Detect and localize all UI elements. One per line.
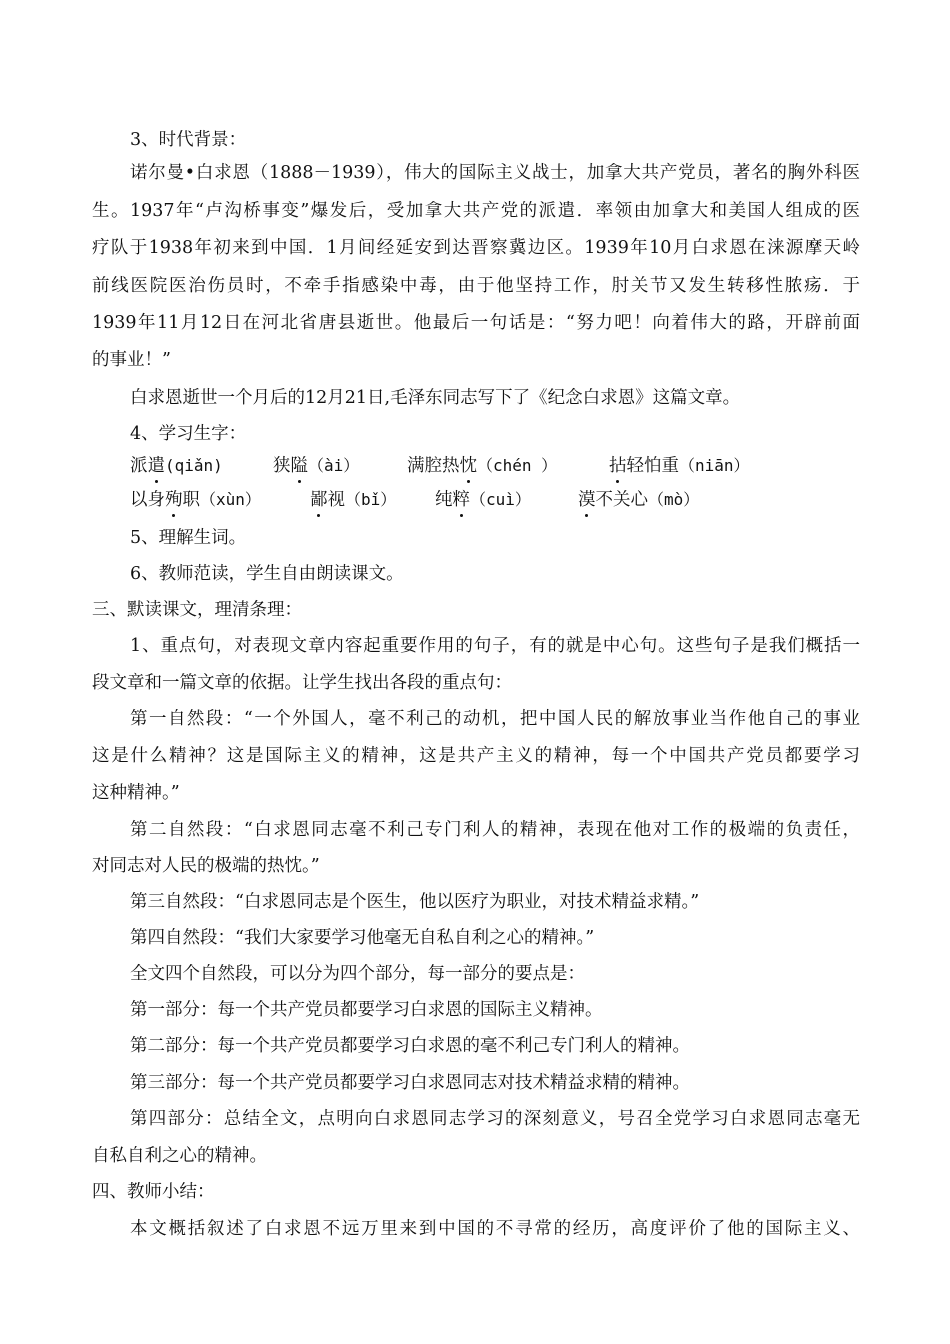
paragraph1-line-3: 这种精神。” bbox=[92, 783, 180, 803]
part3-line: 第三部分：每一个共产党员都要学习白求恩同志对技术精益求精的精神。 bbox=[130, 1073, 690, 1093]
vocab-row-1 bbox=[130, 454, 830, 482]
point1-line-1: 1、重点句，对表现文章内容起重要作用的句子，有的就是中心句。这些句子是我们概括一 bbox=[130, 636, 860, 656]
bio-line-6: 的事业！” bbox=[92, 350, 171, 370]
bio-line-4: 前线医院医治伤员时，不牵手指感染中毒，由于他坚持工作，肘关节又发生转移性脓疡．于 bbox=[92, 276, 860, 296]
vocab-item: 以身殉职（xùn） bbox=[130, 490, 261, 510]
vocab-item: 派遣(qiǎn) bbox=[130, 456, 223, 476]
paragraph1-line-1: 第一自然段：“一个外国人，毫不利己的动机，把中国人民的解放事业当作他自己的事业 bbox=[130, 709, 860, 729]
bio-line-1: 诺尔曼•白求恩（1888－1939），伟大的国际主义战士，加拿大共产党员，著名的胸外科医 bbox=[130, 163, 860, 183]
vocab-item: 狭隘（ài） bbox=[273, 456, 360, 476]
part1-line: 第一部分：每一个共产党员都要学习白求恩的国际主义精神。 bbox=[130, 1000, 603, 1020]
paragraph1-line-2: 这是什么精神？这是国际主义的精神，这是共产主义的精神，每一个中国共产党员都要学习 bbox=[92, 746, 860, 766]
bio-line-3: 疗队于1938年初来到中国．1月间经延安到达晋察冀边区。1939年10月白求恩在涞源摩天岭 bbox=[92, 238, 860, 258]
mao-paragraph: 白求恩逝世一个月后的12月21日,毛泽东同志写下了《纪念白求恩》这篇文章。 bbox=[130, 388, 741, 408]
vocab-item: 漠不关心（mò） bbox=[578, 490, 700, 510]
vocab-item: 纯粹（cuì） bbox=[435, 490, 531, 510]
section-item-6: 6、教师范读，学生自由朗读课文。 bbox=[130, 564, 404, 584]
part-heading-3: 三、默读课文，理清条理： bbox=[92, 600, 302, 620]
vocab-item: 满腔热忱（chén ） bbox=[407, 456, 558, 476]
bio-line-5: 1939年11月12日在河北省唐县逝世。他最后一句话是：“努力吧！向着伟大的路，开辟前面 bbox=[92, 313, 860, 333]
vocab-row-2 bbox=[130, 488, 830, 516]
part-heading-4: 四、教师小结： bbox=[92, 1182, 215, 1202]
paragraph4-line: 第四自然段：“我们大家要学习他毫无自私自利之心的精神。” bbox=[130, 928, 595, 948]
vocab-item: 拈轻怕重（niān） bbox=[609, 456, 750, 476]
section-heading-3: 3、时代背景： bbox=[130, 130, 247, 150]
point1-line-2: 段文章和一篇文章的依据。让学生找出各段的重点句： bbox=[92, 673, 512, 693]
paragraph2-line-1: 第二自然段：“白求恩同志毫不利己专门利人的精神，表现在他对工作的极端的负责任， bbox=[130, 820, 860, 840]
paragraph3-line: 第三自然段：“白求恩同志是个医生，他以医疗为职业，对技术精益求精。” bbox=[130, 892, 700, 912]
vocab-item: 鄙视（bǐ） bbox=[310, 490, 397, 510]
section-item-5: 5、理解生词。 bbox=[130, 528, 247, 548]
paragraph2-line-2: 对同志对人民的极端的热忱。” bbox=[92, 856, 320, 876]
summary-line: 全文四个自然段，可以分为四个部分，每一部分的要点是： bbox=[130, 964, 585, 984]
part4-line-2: 自私自利之心的精神。 bbox=[92, 1146, 267, 1166]
part4-line-1: 第四部分：总结全文，点明向白求恩同志学习的深刻意义，号召全党学习白求恩同志毫无 bbox=[130, 1109, 860, 1129]
section-heading-4: 4、学习生字： bbox=[130, 424, 247, 444]
conclusion-line: 本文概括叙述了白求恩不远万里来到中国的不寻常的经历，高度评价了他的国际主义、 bbox=[130, 1219, 860, 1239]
bio-line-2: 生。1937年“卢沟桥事变”爆发后，受加拿大共产党的派遣．率领由加拿大和美国人组成的医 bbox=[92, 201, 860, 221]
part2-line: 第二部分：每一个共产党员都要学习白求恩的毫不利己专门利人的精神。 bbox=[130, 1036, 690, 1056]
